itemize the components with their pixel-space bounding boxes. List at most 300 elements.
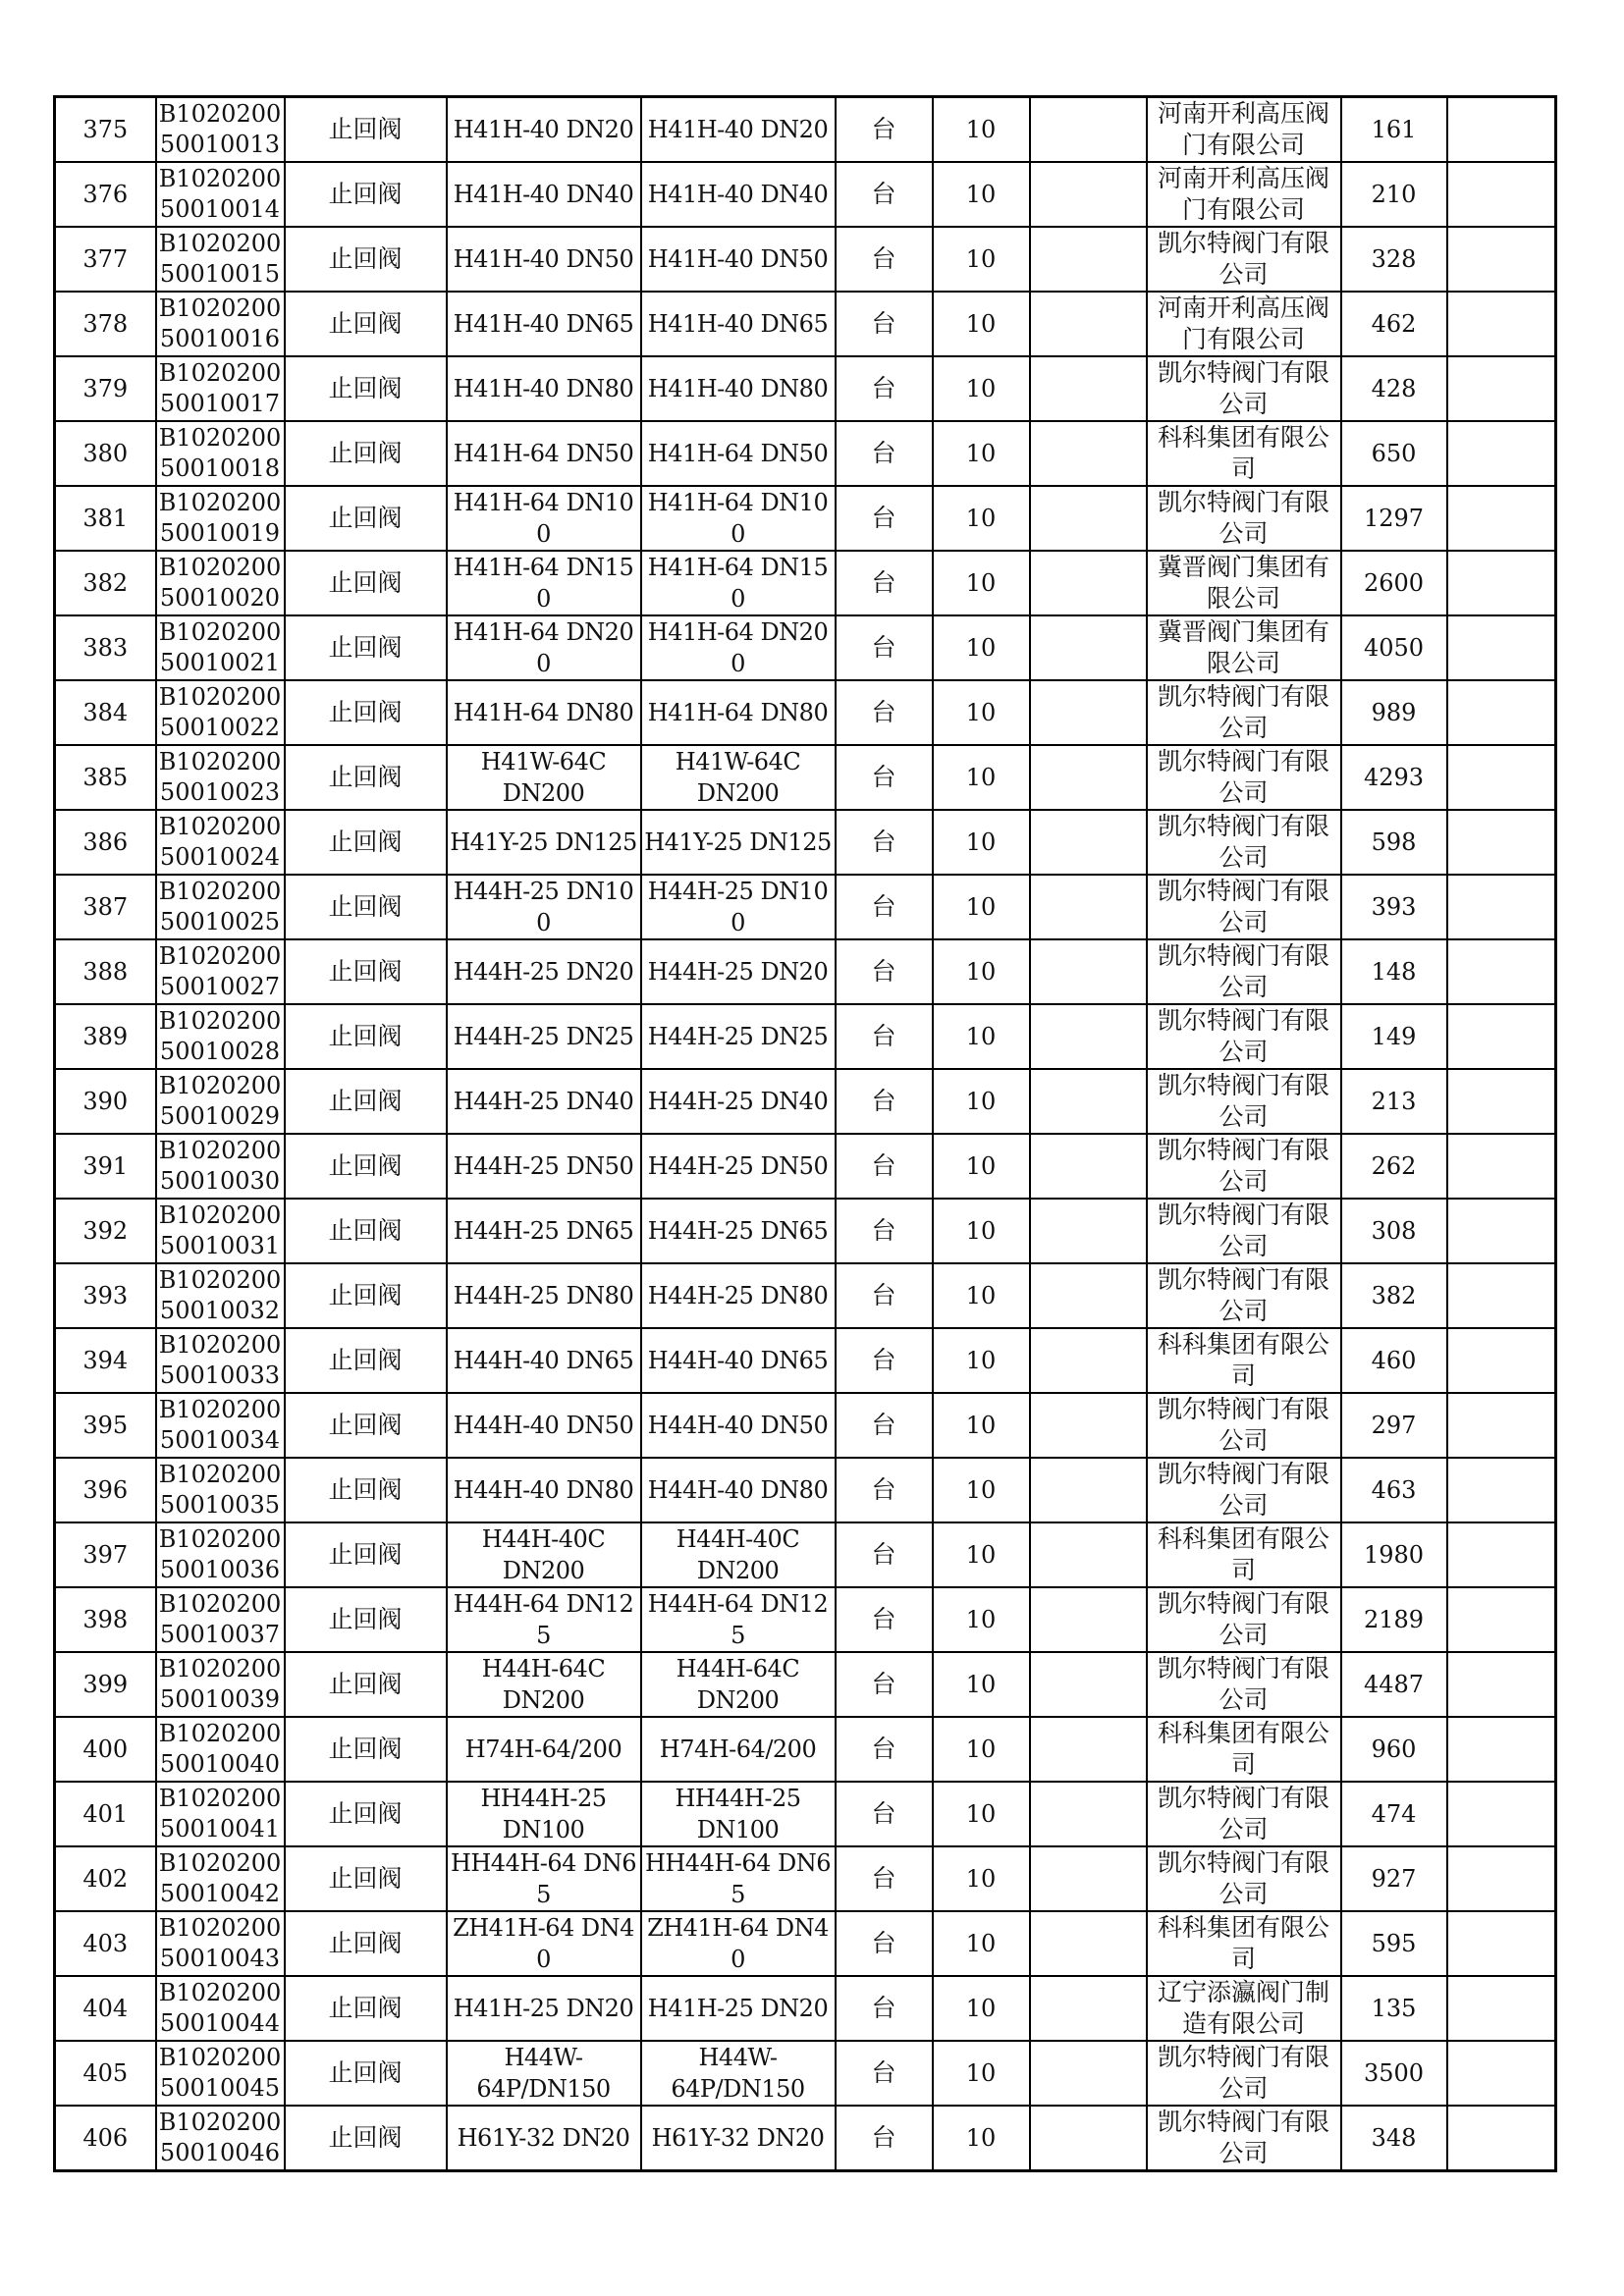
blank-cell: [1030, 1199, 1147, 1263]
row-number: 383: [55, 615, 156, 680]
item-code: B1020200 50010017: [156, 356, 285, 421]
manufacturer: 凯尔特阀门有限公司: [1147, 2041, 1341, 2106]
item-name: 止回阀: [285, 486, 447, 551]
quantity: 10: [933, 1393, 1030, 1458]
blank-cell: [1030, 1458, 1147, 1522]
remark: [1447, 745, 1556, 810]
remark: [1447, 1911, 1556, 1976]
item-name: 止回阀: [285, 97, 447, 163]
manufacturer: 河南开利高压阀门有限公司: [1147, 162, 1341, 227]
item-name: 止回阀: [285, 1458, 447, 1522]
table-row: [55, 1458, 1556, 1522]
quantity: 10: [933, 1458, 1030, 1522]
model-spec: H41H-40 DN50: [447, 227, 641, 292]
model-spec: H41H-64 DN100: [447, 486, 641, 551]
blank-cell: [1030, 1263, 1147, 1328]
blank-cell: [1030, 615, 1147, 680]
table-row: [55, 1717, 1556, 1782]
item-code: B1020200 50010025: [156, 875, 285, 939]
model-spec-2: H44H-40 DN50: [641, 1393, 836, 1458]
unit: 台: [836, 745, 933, 810]
quantity: 10: [933, 1069, 1030, 1134]
remark: [1447, 2106, 1556, 2171]
model-spec: H44H-25 DN100: [447, 875, 641, 939]
blank-cell: [1030, 1976, 1147, 2041]
item-code: B1020200 50010024: [156, 810, 285, 875]
quantity: 10: [933, 1911, 1030, 1976]
model-spec-2: H44H-25 DN100: [641, 875, 836, 939]
unit: 台: [836, 1004, 933, 1069]
unit: 台: [836, 1911, 933, 1976]
model-spec-2: H44H-40 DN65: [641, 1328, 836, 1393]
item-name: 止回阀: [285, 1911, 447, 1976]
quantity: 10: [933, 680, 1030, 745]
quantity: 10: [933, 1199, 1030, 1263]
table-row: [55, 1134, 1556, 1199]
manufacturer: 凯尔特阀门有限公司: [1147, 1069, 1341, 1134]
item-code: B1020200 50010013: [156, 97, 285, 163]
item-code: B1020200 50010036: [156, 1522, 285, 1587]
blank-cell: [1030, 356, 1147, 421]
unit: 台: [836, 1587, 933, 1652]
item-name: 止回阀: [285, 227, 447, 292]
item-name: 止回阀: [285, 1263, 447, 1328]
manufacturer: 凯尔特阀门有限公司: [1147, 1199, 1341, 1263]
item-name: 止回阀: [285, 1069, 447, 1134]
blank-cell: [1030, 1846, 1147, 1911]
item-code: B1020200 50010030: [156, 1134, 285, 1199]
blank-cell: [1030, 1069, 1147, 1134]
remark: [1447, 1393, 1556, 1458]
manufacturer: 凯尔特阀门有限公司: [1147, 1652, 1341, 1717]
model-spec: H41H-64 DN80: [447, 680, 641, 745]
model-spec-2: HH44H-25 DN100: [641, 1782, 836, 1846]
unit: 台: [836, 486, 933, 551]
remark: [1447, 292, 1556, 356]
item-name: 止回阀: [285, 162, 447, 227]
item-name: 止回阀: [285, 1717, 447, 1782]
remark: [1447, 1134, 1556, 1199]
item-name: 止回阀: [285, 1004, 447, 1069]
model-spec-2: H41Y-25 DN125: [641, 810, 836, 875]
item-code: B1020200 50010023: [156, 745, 285, 810]
model-spec-2: H44H-25 DN65: [641, 1199, 836, 1263]
price: 650: [1341, 421, 1447, 486]
row-number: 395: [55, 1393, 156, 1458]
blank-cell: [1030, 551, 1147, 615]
table-body: [55, 97, 1556, 2171]
row-number: 400: [55, 1717, 156, 1782]
item-code: B1020200 50010020: [156, 551, 285, 615]
price: 989: [1341, 680, 1447, 745]
blank-cell: [1030, 162, 1147, 227]
item-code: B1020200 50010029: [156, 1069, 285, 1134]
table-row: [55, 551, 1556, 615]
row-number: 385: [55, 745, 156, 810]
blank-cell: [1030, 227, 1147, 292]
model-spec: H41H-40 DN40: [447, 162, 641, 227]
table-row: [55, 1069, 1556, 1134]
table-row: [55, 227, 1556, 292]
price: 148: [1341, 939, 1447, 1004]
unit: 台: [836, 680, 933, 745]
manufacturer: 凯尔特阀门有限公司: [1147, 1782, 1341, 1846]
remark: [1447, 1846, 1556, 1911]
model-spec-2: H44H-25 DN40: [641, 1069, 836, 1134]
unit: 台: [836, 1522, 933, 1587]
model-spec: H41W-64C DN200: [447, 745, 641, 810]
price: 4487: [1341, 1652, 1447, 1717]
unit: 台: [836, 1328, 933, 1393]
manufacturer: 凯尔特阀门有限公司: [1147, 1587, 1341, 1652]
quantity: 10: [933, 97, 1030, 163]
item-code: B1020200 50010028: [156, 1004, 285, 1069]
unit: 台: [836, 1263, 933, 1328]
price: 598: [1341, 810, 1447, 875]
manufacturer: 凯尔特阀门有限公司: [1147, 810, 1341, 875]
quantity: 10: [933, 292, 1030, 356]
model-spec: H41H-64 DN200: [447, 615, 641, 680]
price: 135: [1341, 1976, 1447, 2041]
table-row: [55, 745, 1556, 810]
remark: [1447, 1328, 1556, 1393]
model-spec: H44W- 64P/DN150: [447, 2041, 641, 2106]
quantity: 10: [933, 1782, 1030, 1846]
quantity: 10: [933, 1522, 1030, 1587]
row-number: 386: [55, 810, 156, 875]
unit: 台: [836, 356, 933, 421]
remark: [1447, 1263, 1556, 1328]
remark: [1447, 1522, 1556, 1587]
item-name: 止回阀: [285, 292, 447, 356]
row-number: 391: [55, 1134, 156, 1199]
quantity: 10: [933, 745, 1030, 810]
item-code: B1020200 50010043: [156, 1911, 285, 1976]
item-name: 止回阀: [285, 1328, 447, 1393]
quantity: 10: [933, 2041, 1030, 2106]
manufacturer: 凯尔特阀门有限公司: [1147, 356, 1341, 421]
price: 328: [1341, 227, 1447, 292]
unit: 台: [836, 2041, 933, 2106]
table-row: [55, 292, 1556, 356]
item-code: B1020200 50010037: [156, 1587, 285, 1652]
table-row: [55, 680, 1556, 745]
valve-table: [53, 95, 1557, 2172]
price: 149: [1341, 1004, 1447, 1069]
unit: 台: [836, 162, 933, 227]
row-number: 376: [55, 162, 156, 227]
quantity: 10: [933, 875, 1030, 939]
row-number: 375: [55, 97, 156, 163]
price: 3500: [1341, 2041, 1447, 2106]
unit: 台: [836, 227, 933, 292]
item-code: B1020200 50010035: [156, 1458, 285, 1522]
model-spec: H41Y-25 DN125: [447, 810, 641, 875]
item-code: B1020200 50010046: [156, 2106, 285, 2171]
model-spec: H41H-64 DN150: [447, 551, 641, 615]
quantity: 10: [933, 1846, 1030, 1911]
blank-cell: [1030, 292, 1147, 356]
table-row: [55, 615, 1556, 680]
model-spec: H44H-40 DN80: [447, 1458, 641, 1522]
model-spec-2: H44H-40C DN200: [641, 1522, 836, 1587]
price: 210: [1341, 162, 1447, 227]
item-name: 止回阀: [285, 551, 447, 615]
model-spec: H41H-40 DN80: [447, 356, 641, 421]
quantity: 10: [933, 1004, 1030, 1069]
item-name: 止回阀: [285, 356, 447, 421]
remark: [1447, 939, 1556, 1004]
model-spec-2: H41H-40 DN65: [641, 292, 836, 356]
model-spec: H44H-40 DN50: [447, 1393, 641, 1458]
model-spec-2: H44H-64C DN200: [641, 1652, 836, 1717]
table-row: [55, 1911, 1556, 1976]
row-number: 384: [55, 680, 156, 745]
row-number: 401: [55, 1782, 156, 1846]
model-spec: HH44H-25 DN100: [447, 1782, 641, 1846]
table-row: [55, 1393, 1556, 1458]
model-spec: H41H-25 DN20: [447, 1976, 641, 2041]
item-name: 止回阀: [285, 2041, 447, 2106]
remark: [1447, 97, 1556, 163]
unit: 台: [836, 1717, 933, 1782]
remark: [1447, 356, 1556, 421]
item-code: B1020200 50010022: [156, 680, 285, 745]
remark: [1447, 680, 1556, 745]
item-name: 止回阀: [285, 1134, 447, 1199]
row-number: 403: [55, 1911, 156, 1976]
row-number: 397: [55, 1522, 156, 1587]
model-spec-2: H74H-64/200: [641, 1717, 836, 1782]
model-spec-2: H41H-40 DN50: [641, 227, 836, 292]
blank-cell: [1030, 486, 1147, 551]
item-name: 止回阀: [285, 745, 447, 810]
model-spec-2: H41H-40 DN80: [641, 356, 836, 421]
manufacturer: 凯尔特阀门有限公司: [1147, 2106, 1341, 2171]
table-row: [55, 810, 1556, 875]
model-spec: H61Y-32 DN20: [447, 2106, 641, 2171]
price: 960: [1341, 1717, 1447, 1782]
table-row: [55, 356, 1556, 421]
row-number: 388: [55, 939, 156, 1004]
model-spec: H44H-25 DN25: [447, 1004, 641, 1069]
model-spec-2: H44H-64 DN125: [641, 1587, 836, 1652]
model-spec-2: H44W- 64P/DN150: [641, 2041, 836, 2106]
table-row: [55, 1263, 1556, 1328]
blank-cell: [1030, 97, 1147, 163]
row-number: 379: [55, 356, 156, 421]
item-name: 止回阀: [285, 939, 447, 1004]
quantity: 10: [933, 1328, 1030, 1393]
price: 1297: [1341, 486, 1447, 551]
manufacturer: 凯尔特阀门有限公司: [1147, 1393, 1341, 1458]
price: 474: [1341, 1782, 1447, 1846]
manufacturer: 凯尔特阀门有限公司: [1147, 875, 1341, 939]
table-row: [55, 875, 1556, 939]
manufacturer: 科科集团有限公司: [1147, 1522, 1341, 1587]
price: 161: [1341, 97, 1447, 163]
price: 4050: [1341, 615, 1447, 680]
manufacturer: 辽宁添瀛阀门制造有限公司: [1147, 1976, 1341, 2041]
manufacturer: 凯尔特阀门有限公司: [1147, 745, 1341, 810]
blank-cell: [1030, 875, 1147, 939]
model-spec-2: H44H-25 DN25: [641, 1004, 836, 1069]
blank-cell: [1030, 421, 1147, 486]
model-spec: H44H-25 DN80: [447, 1263, 641, 1328]
quantity: 10: [933, 1652, 1030, 1717]
remark: [1447, 875, 1556, 939]
blank-cell: [1030, 1587, 1147, 1652]
manufacturer: 冀晋阀门集团有限公司: [1147, 615, 1341, 680]
price: 262: [1341, 1134, 1447, 1199]
quantity: 10: [933, 1717, 1030, 1782]
manufacturer: 凯尔特阀门有限公司: [1147, 1263, 1341, 1328]
blank-cell: [1030, 1393, 1147, 1458]
item-code: B1020200 50010031: [156, 1199, 285, 1263]
manufacturer: 冀晋阀门集团有限公司: [1147, 551, 1341, 615]
item-name: 止回阀: [285, 875, 447, 939]
row-number: 394: [55, 1328, 156, 1393]
row-number: 380: [55, 421, 156, 486]
item-code: B1020200 50010041: [156, 1782, 285, 1846]
price: 308: [1341, 1199, 1447, 1263]
model-spec: H41H-40 DN65: [447, 292, 641, 356]
item-code: B1020200 50010040: [156, 1717, 285, 1782]
quantity: 10: [933, 1587, 1030, 1652]
model-spec-2: H44H-40 DN80: [641, 1458, 836, 1522]
unit: 台: [836, 810, 933, 875]
blank-cell: [1030, 2106, 1147, 2171]
table-row: [55, 939, 1556, 1004]
unit: 台: [836, 292, 933, 356]
blank-cell: [1030, 1911, 1147, 1976]
remark: [1447, 1587, 1556, 1652]
manufacturer: 凯尔特阀门有限公司: [1147, 680, 1341, 745]
model-spec: H44H-40 DN65: [447, 1328, 641, 1393]
manufacturer: 凯尔特阀门有限公司: [1147, 939, 1341, 1004]
manufacturer: 凯尔特阀门有限公司: [1147, 1458, 1341, 1522]
unit: 台: [836, 421, 933, 486]
item-name: 止回阀: [285, 1587, 447, 1652]
quantity: 10: [933, 421, 1030, 486]
unit: 台: [836, 1782, 933, 1846]
model-spec: H44H-25 DN40: [447, 1069, 641, 1134]
remark: [1447, 2041, 1556, 2106]
item-code: B1020200 50010032: [156, 1263, 285, 1328]
remark: [1447, 1717, 1556, 1782]
blank-cell: [1030, 1782, 1147, 1846]
model-spec-2: H41H-64 DN150: [641, 551, 836, 615]
price: 382: [1341, 1263, 1447, 1328]
price: 2189: [1341, 1587, 1447, 1652]
remark: [1447, 1976, 1556, 2041]
item-code: B1020200 50010015: [156, 227, 285, 292]
manufacturer: 凯尔特阀门有限公司: [1147, 227, 1341, 292]
remark: [1447, 1652, 1556, 1717]
price: 297: [1341, 1393, 1447, 1458]
manufacturer: 科科集团有限公司: [1147, 1717, 1341, 1782]
model-spec-2: H41H-64 DN200: [641, 615, 836, 680]
item-name: 止回阀: [285, 1976, 447, 2041]
row-number: 389: [55, 1004, 156, 1069]
price: 462: [1341, 292, 1447, 356]
unit: 台: [836, 875, 933, 939]
remark: [1447, 162, 1556, 227]
remark: [1447, 1004, 1556, 1069]
table-row: [55, 1652, 1556, 1717]
row-number: 390: [55, 1069, 156, 1134]
quantity: 10: [933, 1976, 1030, 2041]
model-spec-2: H61Y-32 DN20: [641, 2106, 836, 2171]
item-name: 止回阀: [285, 1393, 447, 1458]
model-spec: H44H-25 DN20: [447, 939, 641, 1004]
row-number: 406: [55, 2106, 156, 2171]
table-row: [55, 162, 1556, 227]
model-spec: ZH41H-64 DN40: [447, 1911, 641, 1976]
table-row: [55, 1199, 1556, 1263]
manufacturer: 凯尔特阀门有限公司: [1147, 486, 1341, 551]
model-spec-2: H41H-64 DN100: [641, 486, 836, 551]
row-number: 402: [55, 1846, 156, 1911]
price: 460: [1341, 1328, 1447, 1393]
item-code: B1020200 50010044: [156, 1976, 285, 2041]
model-spec-2: H44H-25 DN50: [641, 1134, 836, 1199]
quantity: 10: [933, 162, 1030, 227]
row-number: 377: [55, 227, 156, 292]
price: 927: [1341, 1846, 1447, 1911]
item-code: B1020200 50010019: [156, 486, 285, 551]
manufacturer: 科科集团有限公司: [1147, 1911, 1341, 1976]
model-spec: H41H-40 DN20: [447, 97, 641, 163]
row-number: 404: [55, 1976, 156, 2041]
unit: 台: [836, 2106, 933, 2171]
quantity: 10: [933, 939, 1030, 1004]
price: 428: [1341, 356, 1447, 421]
item-code: B1020200 50010033: [156, 1328, 285, 1393]
item-code: B1020200 50010027: [156, 939, 285, 1004]
manufacturer: 河南开利高压阀门有限公司: [1147, 97, 1341, 163]
row-number: 398: [55, 1587, 156, 1652]
unit: 台: [836, 1393, 933, 1458]
model-spec: H44H-25 DN65: [447, 1199, 641, 1263]
manufacturer: 科科集团有限公司: [1147, 421, 1341, 486]
table-row: [55, 1782, 1556, 1846]
remark: [1447, 1782, 1556, 1846]
remark: [1447, 227, 1556, 292]
remark: [1447, 615, 1556, 680]
unit: 台: [836, 97, 933, 163]
unit: 台: [836, 1069, 933, 1134]
price: 4293: [1341, 745, 1447, 810]
model-spec: H44H-64 DN125: [447, 1587, 641, 1652]
unit: 台: [836, 1976, 933, 2041]
price: 595: [1341, 1911, 1447, 1976]
table-row: [55, 1846, 1556, 1911]
remark: [1447, 810, 1556, 875]
unit: 台: [836, 1134, 933, 1199]
row-number: 382: [55, 551, 156, 615]
row-number: 393: [55, 1263, 156, 1328]
unit: 台: [836, 615, 933, 680]
model-spec-2: H41H-25 DN20: [641, 1976, 836, 2041]
item-name: 止回阀: [285, 1522, 447, 1587]
table-row: [55, 1976, 1556, 2041]
model-spec-2: H44H-25 DN20: [641, 939, 836, 1004]
blank-cell: [1030, 939, 1147, 1004]
blank-cell: [1030, 745, 1147, 810]
unit: 台: [836, 1199, 933, 1263]
table-row: [55, 1004, 1556, 1069]
